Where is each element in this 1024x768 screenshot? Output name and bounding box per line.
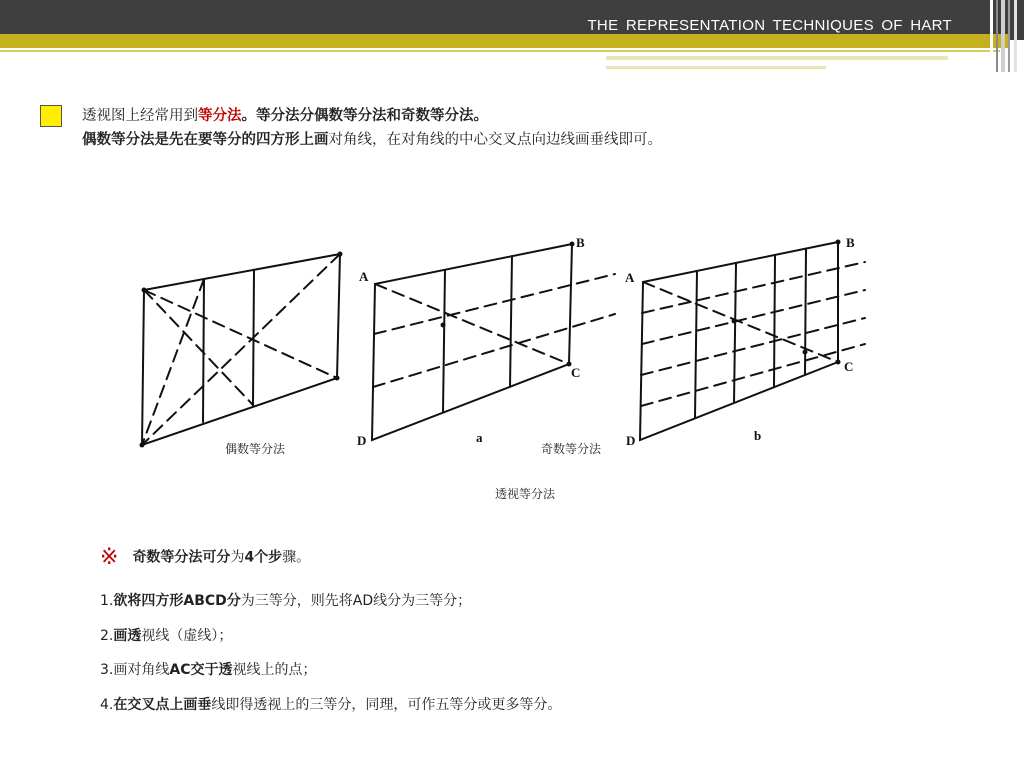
step-bold-text: AC交于透 [169,662,233,678]
step-item [100,590,471,610]
step-text: 视线（虚线）； [141,628,233,644]
intro-line-1-tail: 。等分法分偶数等分法和奇数等分法。 [241,108,488,124]
step-number: 1. [100,593,114,609]
step-item [100,659,316,679]
step-text: 为三等分，则先将AD线分为三等分； [240,593,472,609]
fig-b-label: b [754,428,762,443]
step-text: 线即得透视上的三等分，同理，可作五等分或更多等分。 [211,697,562,713]
steps-heading-text: 为 [230,549,245,566]
even-division-figure [142,254,340,445]
yellow-bullet-icon [40,105,62,127]
header-corner-stripes [990,0,1024,72]
step-bold-text: 在交叉点上画垂 [113,697,212,713]
intro-highlight-term: 等分法 [198,108,242,124]
intro-line-1 [82,104,662,128]
perspective-division-figures [130,232,875,512]
figures-main-caption: 透视等分法 [495,487,556,501]
fig-b-point-label: C [844,359,854,374]
header-accent-bar [606,56,948,60]
fig-a-label: a [476,430,483,445]
intro-line-2 [82,128,662,152]
step-number: 2. [100,628,114,644]
step-number: 3. [100,662,114,678]
step-item [100,625,232,645]
step-text-lead: 画对角线 [113,662,170,678]
figures-svg [130,232,875,512]
step-bold-text: 画透 [113,628,142,644]
fig-a-point-label: D [357,433,367,448]
odd-division-caption: 奇数等分法 [541,442,602,456]
intro-line-2-bold: 偶数等分法是先在要等分的四方形上画 [82,132,329,148]
intro-line-2-tail: 对角线，在对角线的中心交叉点向边线画垂线即可。 [328,132,662,148]
steps-heading [100,545,310,570]
fig-b-point-label: A [625,270,635,285]
header-gold-band [0,34,1010,48]
header-gold-line [0,50,1000,52]
steps-heading-bold: 奇数等分法可分 [132,549,231,566]
reference-mark-icon: ※ [100,545,119,570]
step-bold-text: 欲将四方形ABCD分 [113,593,241,609]
fig-a-point-label: A [359,269,369,284]
odd-division-figure-b [640,242,865,440]
steps-heading-count: 4个步 [244,549,283,566]
step-text: 视线上的点； [232,662,317,678]
fig-b-point-label: B [846,235,855,250]
fig-a-point-label: C [571,365,581,380]
header-accent-bar-short [606,66,826,69]
step-number: 4. [100,697,114,713]
slide-header-title: THE REPRESENTATION TECHNIQUES OF HART [587,17,952,34]
even-division-caption: 偶数等分法 [225,442,286,456]
step-item [100,694,561,714]
intro-line-1-text: 透视图上经常用到 [82,108,198,124]
fig-a-point-label: B [576,235,585,250]
fig-b-point-label: D [626,433,636,448]
odd-division-figure-a [372,244,615,440]
intro-paragraph [82,104,662,152]
steps-heading-tail: 骤。 [282,549,311,566]
